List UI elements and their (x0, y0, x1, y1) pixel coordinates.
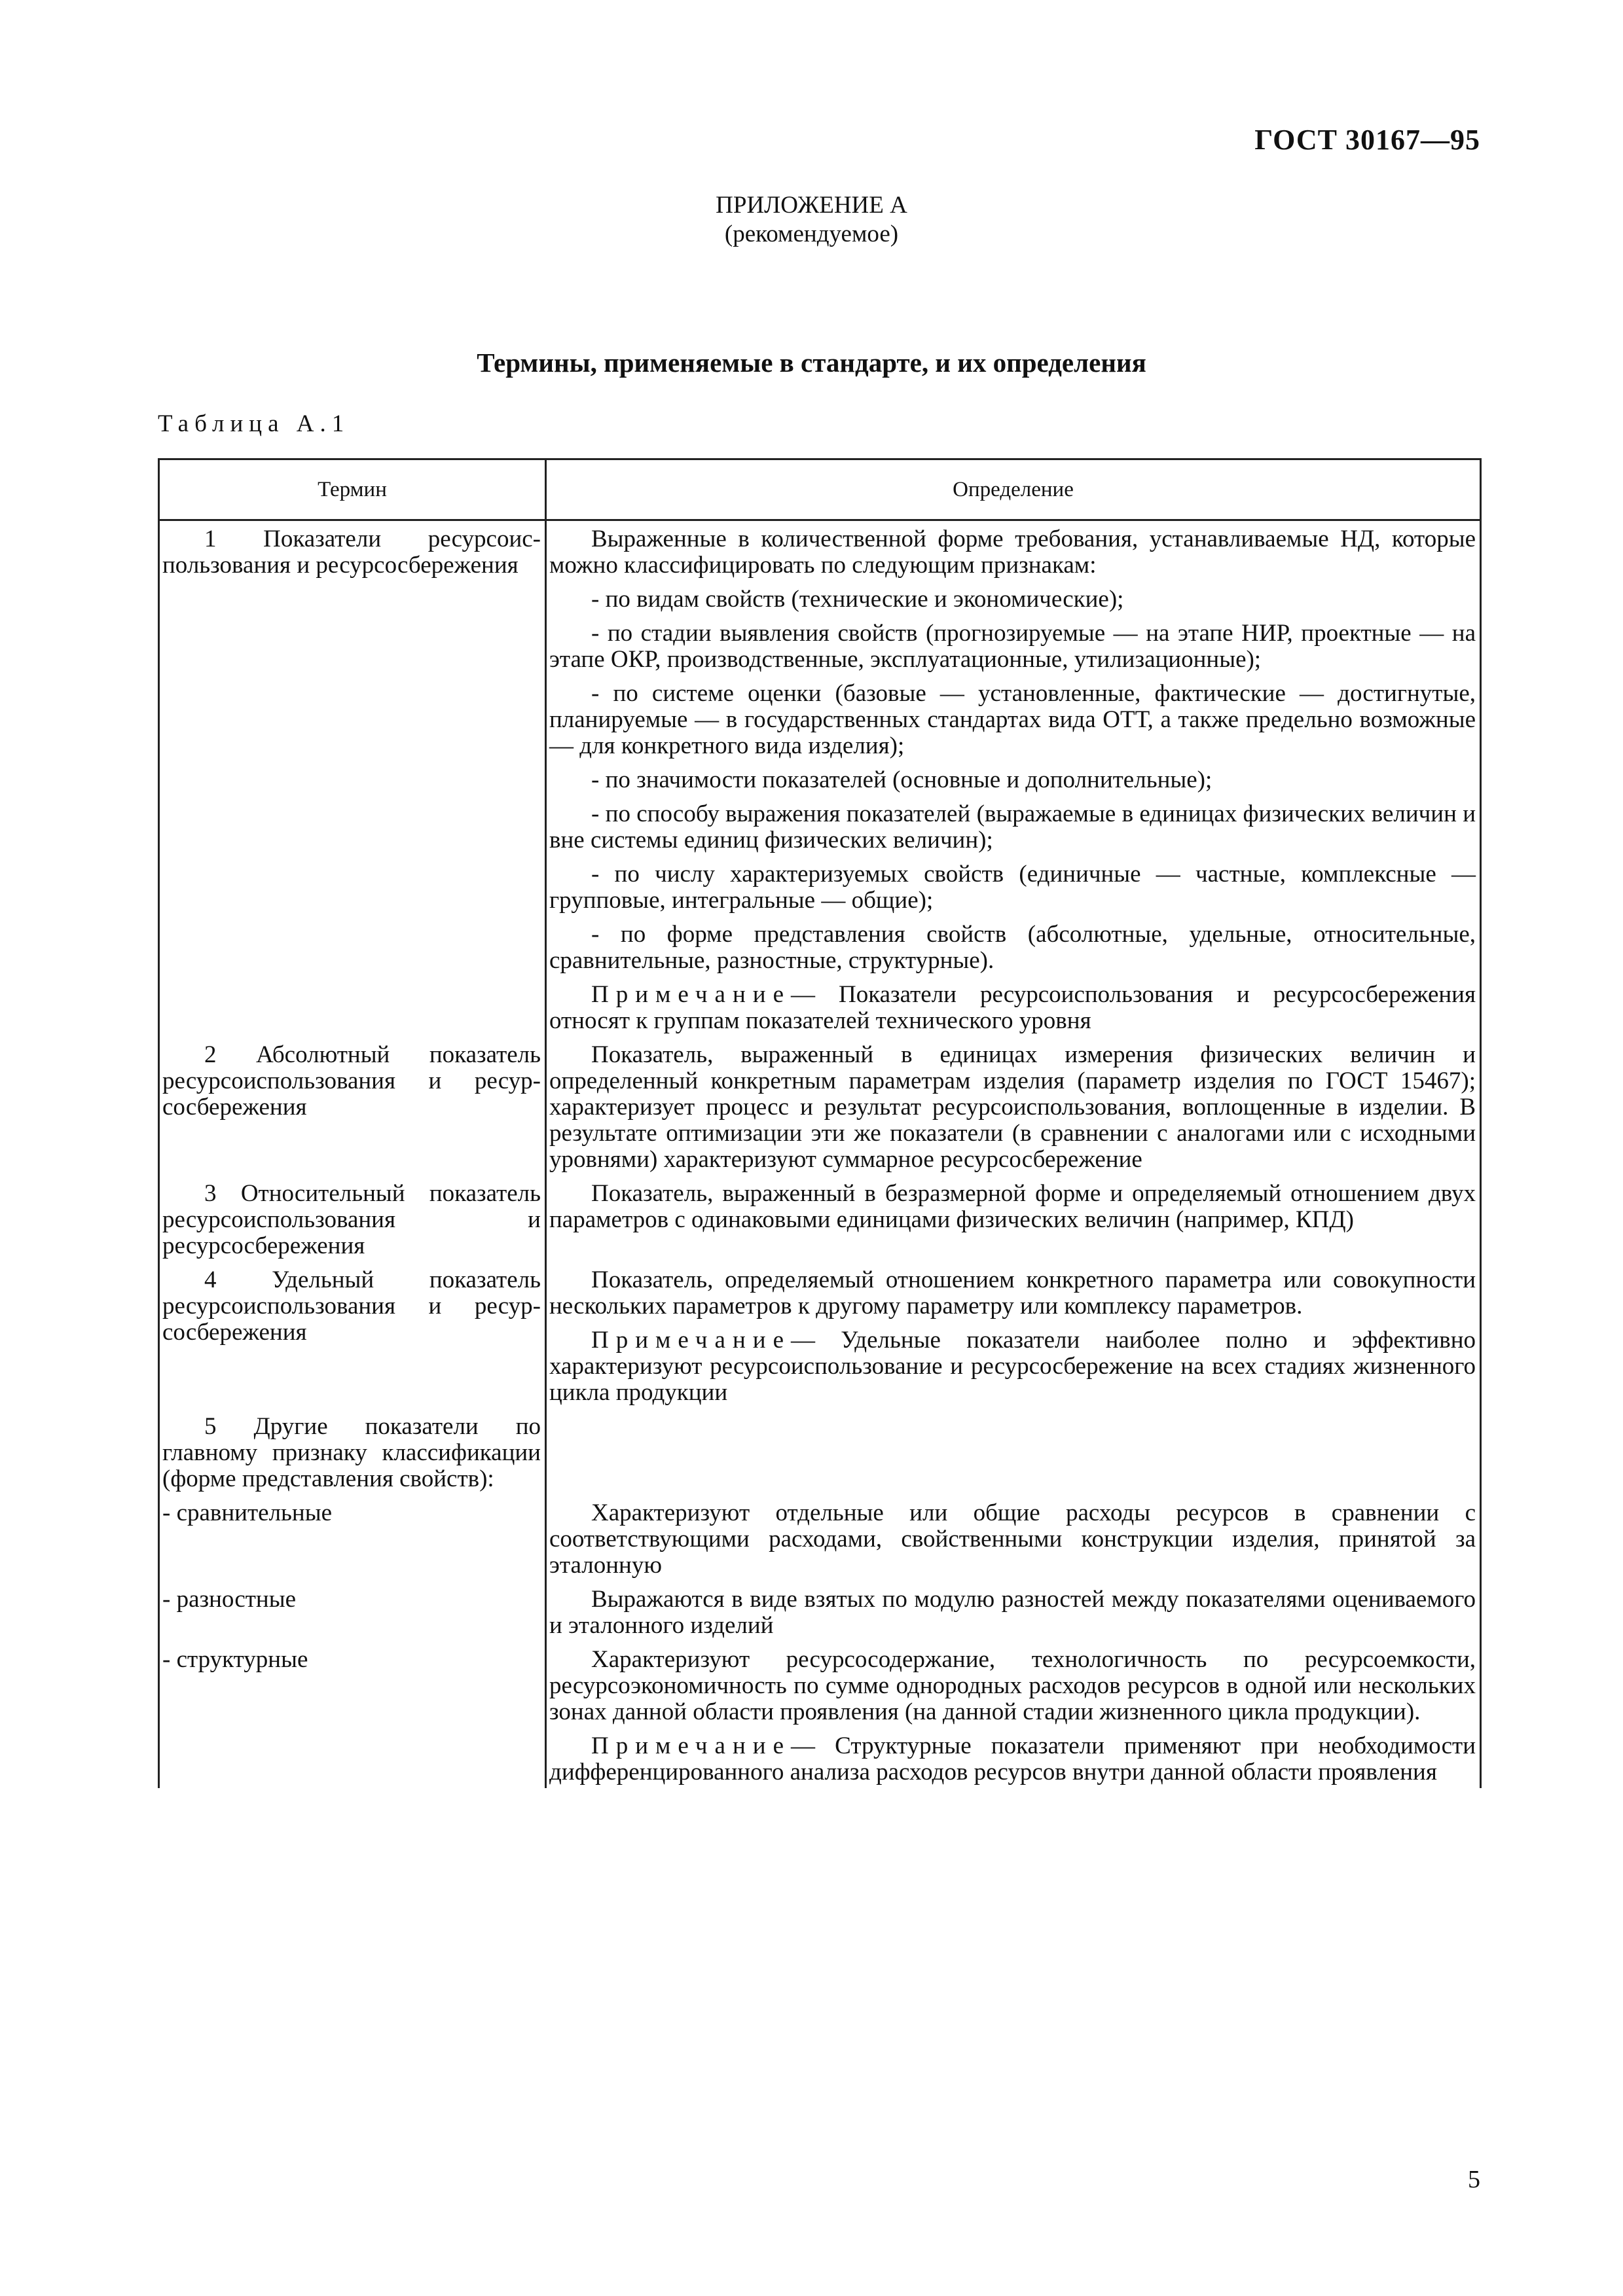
definition-paragraph: Характеризуют ресурсосодержание, технологичность по ресурсоемкости, ресурсоэкономичность по сумме однородных расходов ресурсов в одной или нескольких зонах данной области проявления (на данной стадии жизненного цикла продукции). (549, 1646, 1476, 1725)
appendix-heading (0, 191, 1623, 249)
definition-cell (546, 520, 1481, 1037)
table-row (159, 1495, 1481, 1581)
definition-list-item: - по значимости показателей (основные и дополнительные); (591, 766, 1213, 793)
note-label: Примечание (591, 1732, 791, 1759)
definition-paragraph: Выражаются в виде взятых по модулю разностей между показателями оцениваемого и эталонного изделий (549, 1586, 1476, 1639)
term-cell: - структурные (159, 1641, 546, 1788)
definition-list-item: - по числу характеризуемых свойств (единичные — частные, комплексные — групповые, интегральные — общие); (549, 861, 1476, 914)
appendix-title: ПРИЛОЖЕНИЕ А (716, 192, 907, 219)
definition-cell (546, 1175, 1481, 1262)
definition-cell (546, 1581, 1481, 1641)
term-cell: - сравнительные (159, 1495, 546, 1581)
definition-paragraph: Показатель, определяемый отношением конкретного параметра или совокупности нескольких параметров к другому параметру или комплексу параметров. (549, 1266, 1476, 1319)
section-title: Термины, применяемые в стандарте, и их определения (477, 348, 1146, 378)
terms-table (158, 458, 1482, 1788)
page-number: 5 (1468, 2166, 1480, 2193)
note-text: — Показатели ресурсоиспользования и ресурсосбережения относят к группам показателей технического уровня (549, 981, 1476, 1034)
note-label: Примечание (591, 1327, 791, 1354)
table-row (159, 1262, 1481, 1408)
definition-paragraph: Характеризуют отдельные или общие расходы ресурсов в сравнении с соответствующими расходами, свойственными конструкции изделия, принятой за эталонную (549, 1499, 1476, 1579)
definition-note (549, 1327, 1476, 1406)
definition-note (549, 982, 1476, 1034)
table-header-row (159, 459, 1481, 520)
table-row (159, 1641, 1481, 1788)
term-cell: 4 Удельный показатель ресурсоиспользования и ресурсосбережения (159, 1262, 546, 1408)
appendix-subtitle: (рекомендуемое) (724, 221, 899, 247)
definition-list-item: - по системе оценки (базовые — установленные, фактические — достигнутые, планируемые — в государственных стандартах вида ОТТ, а также предельно возможные — для конкретного вида изделия); (549, 680, 1476, 759)
definition-list-item: - по форме представления свойств (абсолютные, удельные, относительные, сравнительные, разностные, структурные). (549, 921, 1476, 974)
definition-note (549, 1733, 1476, 1785)
table-row (159, 1037, 1481, 1175)
column-header-term: Термин (159, 459, 546, 520)
note-text: — Удельные показатели наиболее полно и эффективно характеризуют ресурсоиспользование и ресурсосбережение на всех стадиях жизненного цикла продукции (549, 1327, 1476, 1406)
definition-cell (546, 1408, 1481, 1495)
term-cell: 3 Относительный показатель ресурсоиспользования и ресурсосбережения (159, 1175, 546, 1262)
definition-list-item: - по видам свойств (технические и экономические); (591, 586, 1124, 613)
terms-table-container (158, 458, 1480, 1788)
standard-number: ГОСТ 30167—95 (1254, 124, 1480, 156)
note-label: Примечание (591, 981, 791, 1008)
table-row (159, 520, 1481, 1037)
term-cell: 5 Другие показатели по главному признаку классификации (форме представления свойств): (159, 1408, 546, 1495)
definition-list-item: - по способу выражения показателей (выражаемые в единицах физических величин и вне системы единиц физических величин); (549, 800, 1476, 853)
definition-paragraph: Выраженные в количественной форме требования, устанавливаемые НД, которые можно классифицировать по следующим признакам: (549, 526, 1476, 579)
table-label: Таблица А.1 (158, 410, 350, 437)
definition-cell (546, 1037, 1481, 1175)
definition-list-item: - по стадии выявления свойств (прогнозируемые — на этапе НИР, проектные — на этапе ОКР, производственные, эксплуатационные, утилизационные); (549, 620, 1476, 673)
table-row (159, 1581, 1481, 1641)
term-cell: - разностные (159, 1581, 546, 1641)
table-row (159, 1175, 1481, 1262)
column-header-definition: Определение (546, 459, 1481, 520)
table-row (159, 1408, 1481, 1495)
definition-cell (546, 1641, 1481, 1788)
note-text: — Структурные показатели применяют при необходимости дифференцированного анализа расходов ресурсов внутри данной области проявления (549, 1732, 1476, 1785)
definition-cell (546, 1262, 1481, 1408)
term-cell: 1 Показатели ресурсоиспользования и ресурсосбережения (159, 520, 546, 1037)
definition-cell (546, 1495, 1481, 1581)
definition-paragraph: Показатель, выраженный в единицах измерения физических величин и определенный конкретным параметрам изделия (параметр изделия по ГОСТ 15467); характеризует процесс и результат ресурсоиспользования, воплощенные в изделии. В результате оптимизации эти же показатели (в сравнении с аналогами или с исходными уровнями) характеризуют суммарное ресурсосбережение (549, 1041, 1476, 1173)
term-cell: 2 Абсолютный показатель ресурсоиспользования и ресурсосбережения (159, 1037, 546, 1175)
definition-paragraph: Показатель, выраженный в безразмерной форме и определяемый отношением двух параметров с одинаковыми единицами физических величин (например, КПД) (549, 1180, 1476, 1233)
